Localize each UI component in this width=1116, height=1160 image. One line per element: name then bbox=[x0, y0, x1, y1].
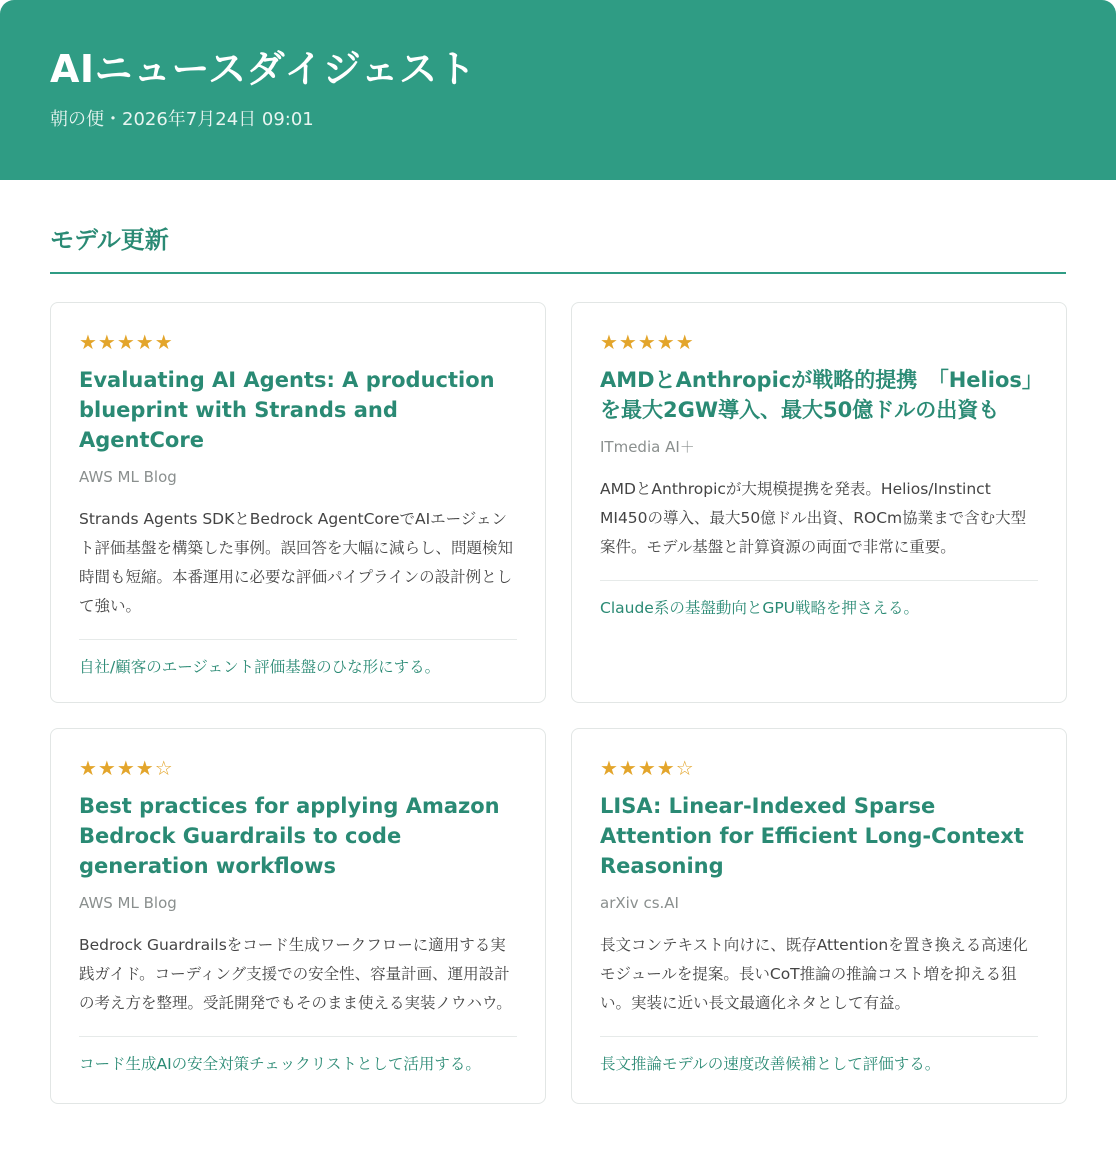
star-rating: ★★★★☆ bbox=[600, 756, 695, 780]
card-title-link[interactable]: LISA: Linear-Indexed Sparse Attention for Efficient Long-Context Reasoning bbox=[600, 794, 1024, 878]
card-title-link[interactable]: AMDとAnthropicが戦略的提携 「Helios」を最大2GW導入、最大50億ドルの出資も bbox=[600, 368, 1033, 422]
card-summary: Bedrock Guardrailsをコード生成ワークフローに適用する実践ガイド。コーディング支援での安全性、容量計画、運用設計の考え方を整理。受託開発でもそのまま使える実装ノウハウ。 bbox=[79, 936, 512, 1012]
news-card[interactable] bbox=[50, 302, 546, 703]
card-source: AWS ML Blog bbox=[79, 894, 177, 912]
card-title-link[interactable]: Best practices for applying Amazon Bedrock Guardrails to code generation workflows bbox=[79, 794, 500, 878]
card-action: Claude系の基盤動向とGPU戦略を押さえる。 bbox=[600, 599, 920, 617]
star-rating: ★★★★★ bbox=[79, 330, 174, 354]
card-summary: Strands Agents SDKとBedrock AgentCoreでAIエージェント評価基盤を構築した事例。誤回答を大幅に減らし、問題検知時間も短縮。本番運用に必要な評価パイプラインの設計例として強い。 bbox=[79, 510, 514, 615]
star-rating: ★★★★☆ bbox=[79, 756, 174, 780]
header bbox=[0, 0, 1116, 180]
card-grid bbox=[50, 302, 1066, 1104]
card-action: コード生成AIの安全対策チェックリストとして活用する。 bbox=[79, 1055, 481, 1073]
card-action: 自社/顧客のエージェント評価基盤のひな形にする。 bbox=[79, 658, 441, 676]
news-card[interactable] bbox=[571, 302, 1067, 703]
section-title: モデル更新 bbox=[50, 224, 1066, 274]
section-model-updates bbox=[0, 180, 1116, 1104]
news-card[interactable] bbox=[50, 728, 546, 1104]
page-subtitle: 朝の便・2026年7月24日 09:01 bbox=[50, 109, 314, 130]
page-title: AIニュースダイジェスト bbox=[50, 47, 477, 91]
card-divider bbox=[79, 1036, 517, 1037]
card-source: ITmedia AI＋ bbox=[600, 438, 695, 456]
card-divider bbox=[600, 1036, 1038, 1037]
card-summary: 長文コンテキスト向けに、既存Attentionを置き換える高速化モジュールを提案。長いCoT推論の推論コスト増を抑える狙い。実装に近い長文最適化ネタとして有益。 bbox=[600, 936, 1028, 1012]
card-source: arXiv cs.AI bbox=[600, 894, 679, 912]
card-summary: AMDとAnthropicが大規模提携を発表。Helios/Instinct MI450の導入、最大50億ドル出資、ROCm協業まで含む大型案件。モデル基盤と計算資源の両面で非常に重要。 bbox=[600, 480, 1027, 556]
star-rating: ★★★★★ bbox=[600, 330, 695, 354]
card-action: 長文推論モデルの速度改善候補として評価する。 bbox=[600, 1055, 941, 1073]
card-divider bbox=[79, 639, 517, 640]
card-title-link[interactable]: Evaluating AI Agents: A production blueprint with Strands and AgentCore bbox=[79, 368, 495, 452]
news-card[interactable] bbox=[571, 728, 1067, 1104]
card-divider bbox=[600, 580, 1038, 581]
card-source: AWS ML Blog bbox=[79, 468, 177, 486]
